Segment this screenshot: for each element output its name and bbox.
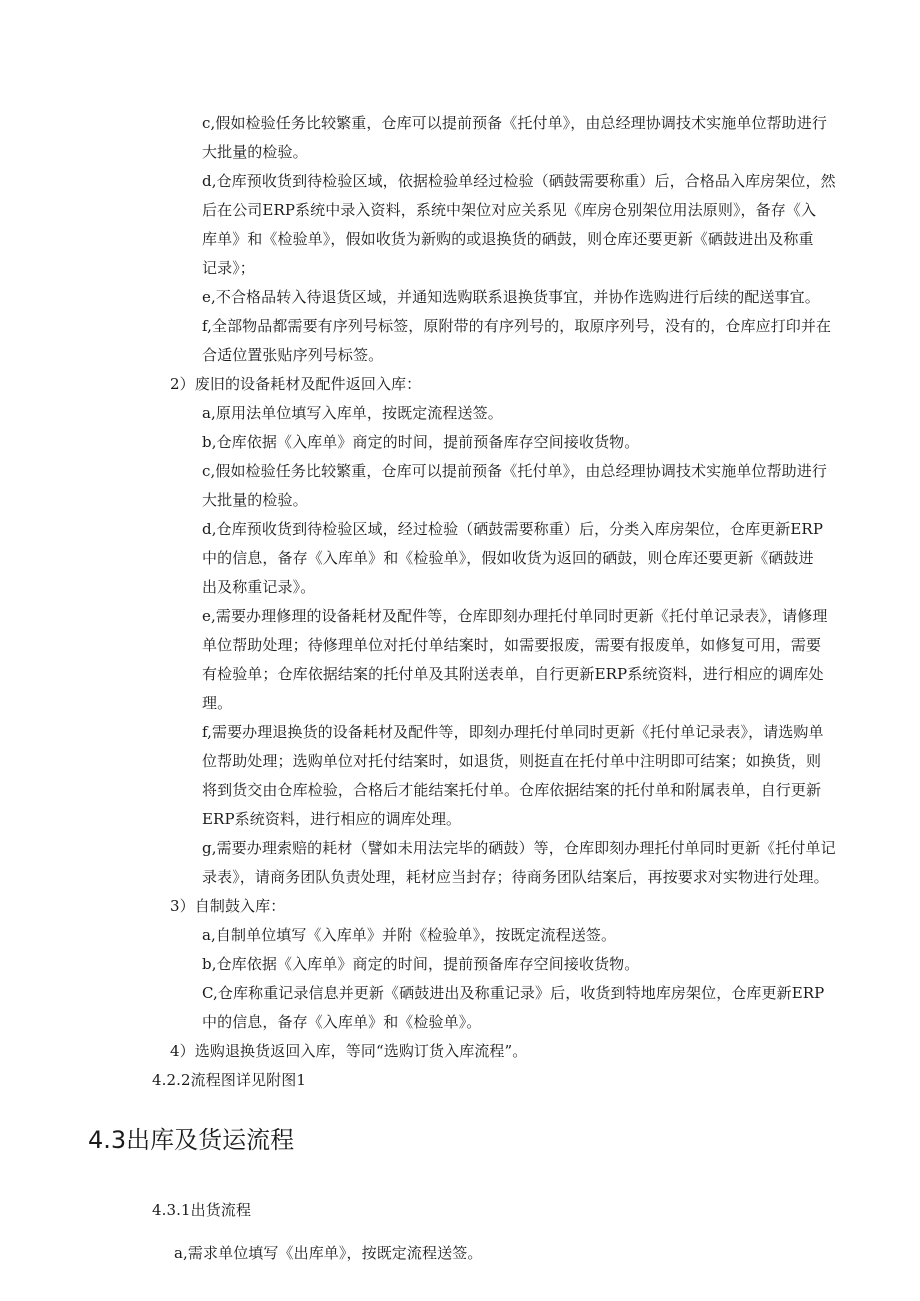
paragraph-line: 出及称重记录》。 xyxy=(202,578,316,596)
paragraph-line: 中的信息，备存《入库单》和《检验单》。 xyxy=(202,1013,482,1031)
paragraph-line: g,需要办理索赔的耗材（譬如未用法完毕的硒鼓）等，仓库即刻办理托付单同时更新《托付单记 xyxy=(202,839,836,857)
paragraph-line: 有检验单；仓库依据结案的托付单及其附送表单，自行更新ERP系统资料，进行相应的调库处 xyxy=(202,665,824,683)
list-heading: 3）自制鼓入库： xyxy=(170,897,286,915)
list-heading: 4）选购退换货返回入库，等同“选购订货入库流程”。 xyxy=(170,1042,528,1060)
subsection-heading: 4.2.2流程图详见附图1 xyxy=(152,1071,307,1089)
paragraph-line: b,仓库依据《入库单》商定的时间，提前预备库存空间接收货物。 xyxy=(202,433,640,451)
paragraph-line: f,全部物品都需要有序列号标签，原附带的有序列号的，取原序列号，没有的，仓库应打印并在 xyxy=(202,317,832,335)
paragraph-line: 大批量的检验。 xyxy=(202,143,308,161)
paragraph-line: 单位帮助处理；待修理单位对托付单结案时，如需要报废，需要有报废单，如修复可用，需要 xyxy=(202,636,822,654)
paragraph-line: ERP系统资料，进行相应的调库处理。 xyxy=(202,810,462,828)
section-heading: 4.3出库及货运流程 xyxy=(88,1126,295,1154)
paragraph-line: b,仓库依据《入库单》商定的时间，提前预备库存空间接收货物。 xyxy=(202,955,640,973)
paragraph-line: e,需要办理修理的设备耗材及配件等，仓库即刻办理托付单同时更新《托付单记录表》，请修理 xyxy=(202,607,828,625)
paragraph-line: a,原用法单位填写入库单，按既定流程送签。 xyxy=(202,404,503,422)
paragraph-line: 合适位置张贴序列号标签。 xyxy=(202,346,384,364)
paragraph-line: d,仓库预收货到待检验区域，经过检验（硒鼓需要称重）后，分类入库房架位，仓库更新ERP xyxy=(202,520,824,538)
paragraph-line: 录表》，请商务团队负责处理，耗材应当封存；待商务团队结案后，再按要求对实物进行处理。 xyxy=(202,868,829,886)
paragraph-line: 位帮助处理；选购单位对托付结案时，如退货，则挺直在托付单中注明即可结案；如换货，则 xyxy=(202,752,822,770)
paragraph-line: 后在公司ERP系统中录入资料，系统中架位对应关系见《库房仓别架位用法原则》，备存《入 xyxy=(202,201,817,219)
paragraph-line: 中的信息，备存《入库单》和《检验单》，假如收货为返回的硒鼓，则仓库还要更新《硒鼓进 xyxy=(202,549,814,567)
paragraph-line: c,假如检验任务比较繁重，仓库可以提前预备《托付单》，由总经理协调技术实施单位帮助进行 xyxy=(202,114,827,132)
paragraph-line: 记录》； xyxy=(202,259,255,277)
paragraph-line: 库单》和《检验单》，假如收货为新购的或退换货的硒鼓，则仓库还要更新《硒鼓进出及称重 xyxy=(202,230,814,248)
list-heading: 2）废旧的设备耗材及配件返回入库： xyxy=(170,375,422,393)
paragraph-line: c,假如检验任务比较繁重，仓库可以提前预备《托付单》，由总经理协调技术实施单位帮助进行 xyxy=(202,462,827,480)
paragraph-line: f,需要办理退换货的设备耗材及配件等，即刻办理托付单同时更新《托付单记录表》，请选购单 xyxy=(202,723,824,741)
paragraph-line: 将到货交由仓库检验，合格后才能结案托付单。仓库依据结案的托付单和附属表单，自行更新 xyxy=(202,781,822,799)
paragraph-line: a,需求单位填写《出库单》，按既定流程送签。 xyxy=(174,1244,483,1262)
paragraph-line: a,自制单位填写《入库单》并附《检验单》，按既定流程送签。 xyxy=(202,926,617,944)
paragraph-line: d,仓库预收货到待检验区域，依据检验单经过检验（硒鼓需要称重）后，合格品入库房架位，然 xyxy=(202,172,836,190)
paragraph-line: C,仓库称重记录信息并更新《硒鼓进出及称重记录》后，收货到特地库房架位，仓库更新ERP xyxy=(202,984,825,1002)
paragraph-line: e,不合格品转入待退货区域，并通知选购联系退换货事宜，并协作选购进行后续的配送事宜。 xyxy=(202,288,820,306)
paragraph-line: 大批量的检验。 xyxy=(202,491,308,509)
subsection-heading: 4.3.1出货流程 xyxy=(152,1201,252,1219)
paragraph-line: 理。 xyxy=(202,694,233,712)
